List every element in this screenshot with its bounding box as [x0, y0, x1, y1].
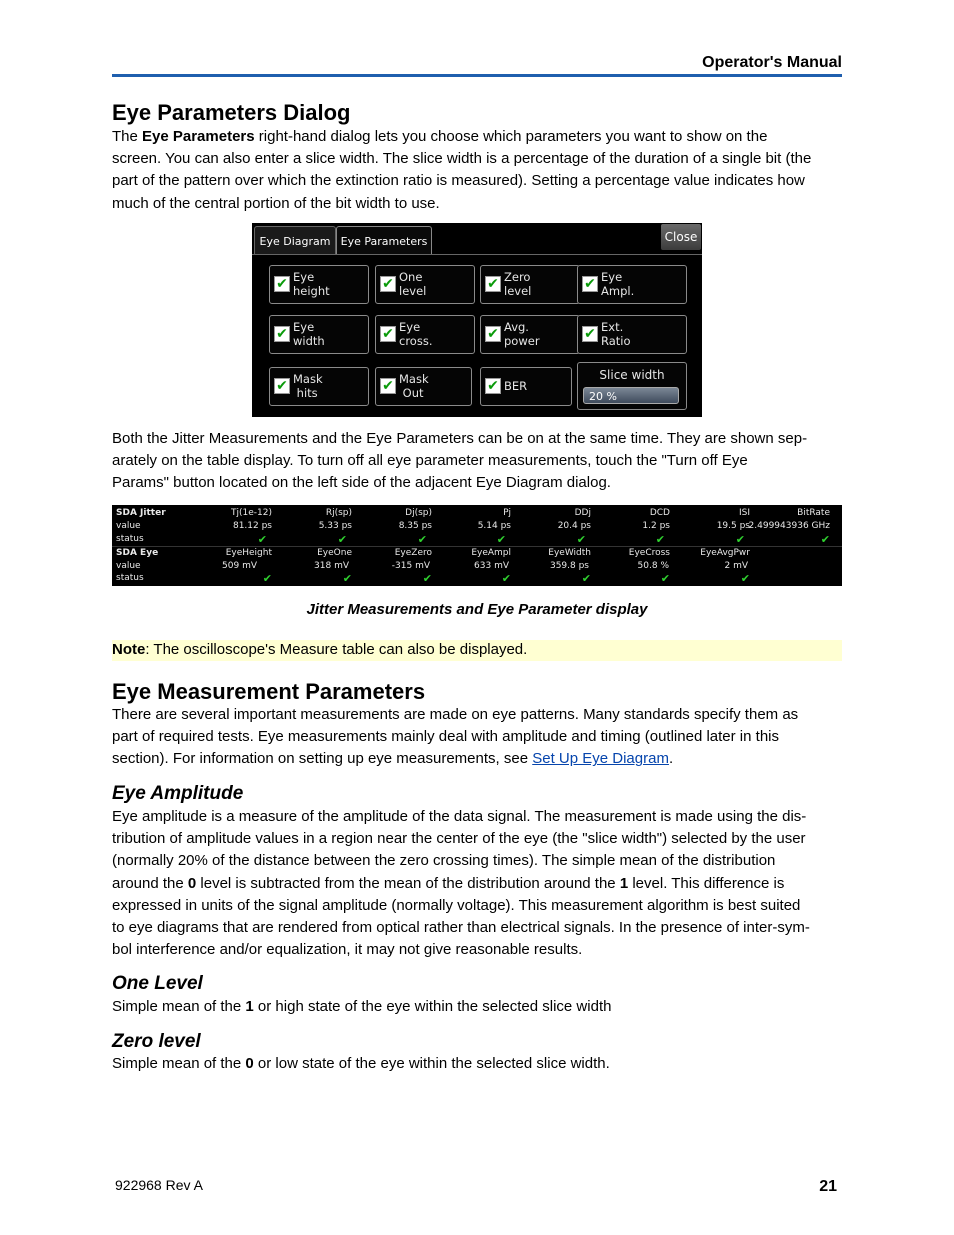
close-button[interactable]: Close — [661, 224, 701, 250]
tab-eye-diagram[interactable]: Eye Diagram — [254, 226, 336, 255]
paragraph-zero-level: Simple mean of the 0 or low state of the eye within the selected slice width. — [112, 1055, 610, 1072]
paragraph-one-level: Simple mean of the 1 or high state of the eye within the selected slice width — [112, 998, 612, 1015]
slice-width-input[interactable]: 20 % — [583, 387, 679, 404]
status-check-icon: ✔ — [342, 572, 352, 585]
eye-status-row: status ✔ ✔ ✔ ✔ ✔ ✔ ✔ — [116, 572, 750, 585]
checkbox-avg-power[interactable]: ✔ Avg. power — [480, 315, 580, 354]
status-check-icon: ✔ — [417, 533, 427, 546]
check-icon: ✔ — [582, 276, 598, 292]
status-check-icon: ✔ — [262, 572, 272, 585]
check-icon: ✔ — [380, 276, 396, 292]
status-check-icon: ✔ — [576, 533, 586, 546]
jitter-value-row: value 81.12 ps 5.33 ps 8.35 ps 5.14 ps 20.4 ps 1.2 ps 19.5 ps 2.499943936 GHz — [116, 521, 830, 531]
checkbox-ext-ratio[interactable]: ✔ Ext. Ratio — [577, 315, 687, 354]
section-title-eye-measurement-parameters: Eye Measurement Parameters — [112, 679, 426, 704]
check-icon: ✔ — [274, 326, 290, 342]
status-check-icon: ✔ — [660, 572, 670, 585]
checkbox-mask-out[interactable]: ✔ Mask Out — [375, 367, 472, 406]
slice-width-label: Slice width — [599, 368, 665, 382]
subsection-title-eye-amplitude: Eye Amplitude — [112, 783, 244, 804]
checkbox-zero-level[interactable]: ✔ Zero level — [480, 265, 580, 304]
checkbox-mask-hits[interactable]: ✔ Mask hits — [269, 367, 369, 406]
status-check-icon: ✔ — [820, 533, 830, 546]
status-check-icon: ✔ — [422, 572, 432, 585]
status-check-icon: ✔ — [735, 533, 745, 546]
check-icon: ✔ — [274, 276, 290, 292]
check-icon: ✔ — [485, 276, 501, 292]
paragraph-eye-measurement: There are several important measurements are made on eye patterns. Many standards specify them as part of required tests. Eye measurements mainly deal with amplitude and timing (outlined later in this section). For information on setting up eye measurements, see Set Up Eye Diagram. — [112, 706, 799, 768]
tab-eye-parameters[interactable]: Eye Parameters — [336, 226, 432, 255]
figure-caption: Jitter Measurements and Eye Parameter display — [306, 601, 648, 618]
header-rule — [112, 74, 842, 77]
checkbox-eye-cross[interactable]: ✔ Eye cross. — [375, 315, 475, 354]
jitter-eye-table-screenshot — [112, 505, 842, 586]
running-header: Operator's Manual — [702, 54, 842, 71]
status-check-icon: ✔ — [581, 572, 591, 585]
eye-parameters-dialog-screenshot — [252, 223, 702, 417]
paragraph-eye-parameters: The Eye Parameters right-hand dialog lets you choose which parameters you want to show on the screen. You can also enter a slice width. The slice width is a percentage of the duration of a single bit (the part of the pattern over which the extinction ratio is measured). Setting a percentage value indicates how much of the central portion of the bit width to use. — [112, 128, 812, 212]
eye-header-row: SDA Eye EyeHeight EyeOne EyeZero EyeAmpl EyeWidth EyeCross EyeAvgPwr — [116, 548, 750, 558]
checkbox-eye-ampl[interactable]: ✔ Eye Ampl. — [577, 265, 687, 304]
jitter-header-row: SDA Jitter Tj(1e-12) Rj(sp) Dj(sp) Pj DDj DCD ISI BitRate — [116, 508, 830, 518]
paragraph-jitter-and-eye: Both the Jitter Measurements and the Eye Parameters can be on at the same time. They are shown sep- arately on the table display. To turn off all eye parameter measurements, touch the "Turn off Eye Params" button located on the left side of the adjacent Eye Diagram dialog. — [112, 430, 808, 492]
status-check-icon: ✔ — [501, 572, 511, 585]
subsection-title-one-level: One Level — [112, 973, 203, 994]
jitter-status-row: status ✔ ✔ ✔ ✔ ✔ ✔ ✔ ✔ — [116, 533, 830, 546]
note-box: Note: The oscilloscope's Measure table can also be displayed. — [112, 640, 842, 661]
checkbox-eye-height[interactable]: ✔ Eye height — [269, 265, 369, 304]
check-icon: ✔ — [485, 326, 501, 342]
status-check-icon: ✔ — [496, 533, 506, 546]
section-title-eye-parameters-dialog: Eye Parameters Dialog — [112, 100, 351, 125]
page-number: 21 — [819, 1178, 837, 1195]
document-revision: 922968 Rev A — [115, 1177, 203, 1193]
note-label: Note — [112, 641, 146, 658]
check-icon: ✔ — [380, 326, 396, 342]
check-icon: ✔ — [582, 326, 598, 342]
check-icon: ✔ — [274, 378, 290, 394]
check-icon: ✔ — [380, 378, 396, 394]
status-check-icon: ✔ — [655, 533, 665, 546]
status-check-icon: ✔ — [740, 572, 750, 585]
slice-width-control — [577, 362, 687, 410]
checkbox-one-level[interactable]: ✔ One level — [375, 265, 475, 304]
set-up-eye-diagram-link[interactable]: Set Up Eye Diagram — [532, 750, 669, 768]
status-check-icon: ✔ — [337, 533, 347, 546]
checkbox-eye-width[interactable]: ✔ Eye width — [269, 315, 369, 354]
paragraph-eye-amplitude: Eye amplitude is a measure of the amplitude of the data signal. The measurement is made using the dis- tribution of amplitude values in a region near the center of the eye (the "slice width") selected by the user (normally 20% of the distance between the zero crossing times). The simple mean of the distribution around the 0 level is subtracted from the mean of the distribution around the 1 level. This difference is expressed in units of the signal amplitude (normally voltage). This measurement algorithm is best suited to eye diagrams that are rendered from optical rather than electrical signals. In the presence of inter-sym- bol interference and/or equalization, it may not give reasonable results. — [112, 808, 810, 959]
eye-value-row: value 509 mV 318 mV -315 mV 633 mV 359.8 ps 50.8 % 2 mV — [116, 561, 748, 571]
status-check-icon: ✔ — [257, 533, 267, 546]
checkbox-ber[interactable]: ✔ BER — [480, 367, 572, 406]
check-icon: ✔ — [485, 378, 501, 394]
subsection-title-zero-level: Zero level — [112, 1031, 201, 1052]
